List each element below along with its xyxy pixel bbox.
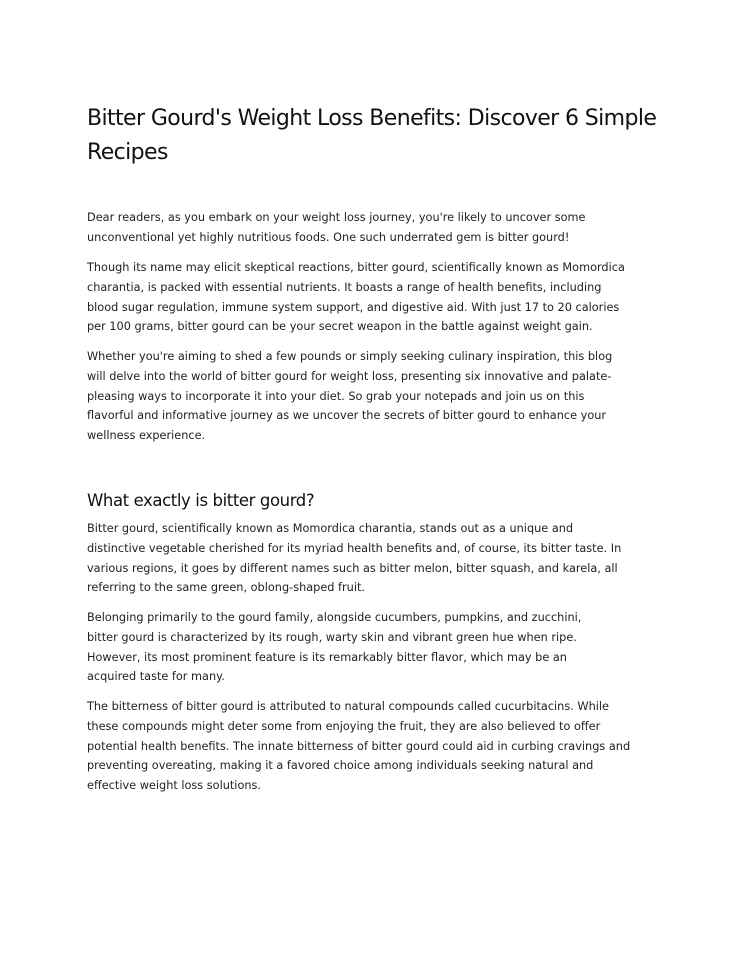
intro-paragraph-2 — [87, 258, 625, 337]
text-line: distinctive vegetable cherished for its myriad health benefits and, of course, its bitter taste. In — [87, 541, 622, 555]
text-line: these compounds might deter some from enjoying the fruit, they are also believed to offer — [87, 719, 601, 733]
text-line: various regions, it goes by different names such as bitter melon, bitter squash, and karela, all — [87, 561, 618, 575]
section-paragraph-2 — [87, 608, 581, 687]
text-line: unconventional yet highly nutritious foods. One such underrated gem is bitter gourd! — [87, 230, 570, 244]
intro-paragraph-3 — [87, 347, 612, 446]
section-paragraph-3 — [87, 697, 630, 796]
text-line: Belonging primarily to the gourd family, alongside cucumbers, pumpkins, and zucchini, — [87, 611, 582, 624]
section-heading: What exactly is bitter gourd? — [87, 491, 315, 510]
text-line: potential health benefits. The innate bitterness of bitter gourd could aid in curbing cravings and — [87, 739, 631, 753]
text-line: wellness experience. — [87, 429, 206, 443]
text-line: The bitterness of bitter gourd is attributed to natural compounds called cucurbitacins. While — [87, 700, 609, 713]
text-line: referring to the same green, oblong-shaped fruit. — [87, 581, 365, 595]
text-line: charantia, is packed with essential nutrients. It boasts a range of health benefits, including — [87, 280, 602, 294]
text-line: pleasing ways to incorporate it into your diet. So grab your notepads and join us on this — [87, 389, 585, 403]
text-line: acquired taste for many. — [87, 670, 225, 684]
text-line: per 100 grams, bitter gourd can be your secret weapon in the battle against weight gain. — [87, 320, 593, 334]
text-line: However, its most prominent feature is its remarkably bitter flavor, which may be an — [87, 650, 567, 664]
text-line: bitter gourd is characterized by its rough, warty skin and vibrant green hue when ripe. — [87, 630, 577, 644]
text-line: Whether you're aiming to shed a few pounds or simply seeking culinary inspiration, this blog — [87, 350, 613, 363]
page-title: Bitter Gourd's Weight Loss Benefits: Discover 6 Simple Recipes — [87, 106, 657, 165]
section-paragraph-1 — [87, 519, 621, 598]
text-line: Bitter gourd, scientifically known as Momordica charantia, stands out as a unique and — [87, 522, 574, 535]
text-line: effective weight loss solutions. — [87, 779, 261, 793]
text-line: blood sugar regulation, immune system support, and digestive aid. With just 17 to 20 calories — [87, 300, 620, 314]
text-line: preventing overeating, making it a favored choice among individuals seeking natural and — [87, 759, 594, 773]
intro-paragraph-1 — [87, 208, 585, 248]
text-line: Though its name may elicit skeptical reactions, bitter gourd, scientifically known as Momordica — [87, 261, 625, 274]
text-line: will delve into the world of bitter gourd for weight loss, presenting six innovative and palate- — [87, 369, 612, 383]
text-line: flavorful and informative journey as we uncover the secrets of bitter gourd to enhance your — [87, 409, 607, 423]
text-line: Dear readers, as you embark on your weight loss journey, you're likely to uncover some — [87, 211, 586, 224]
